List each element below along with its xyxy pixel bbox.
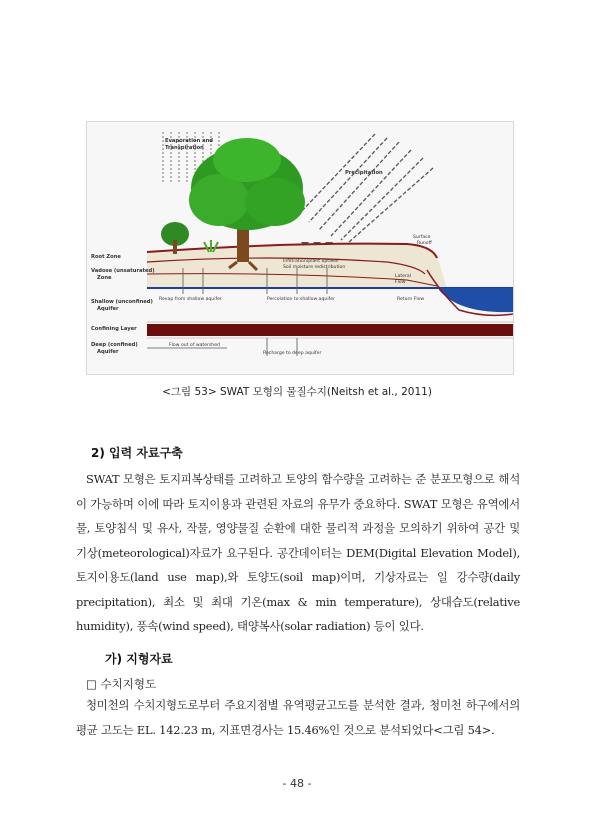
label-surface-runoff-1: Surface	[413, 235, 431, 240]
label-shallow-1: Shallow (unconfined)	[91, 299, 153, 305]
label-lateral-flow-1: Lateral	[395, 274, 411, 279]
subsection-heading: 가) 지형자료	[105, 652, 173, 666]
label-confining: Confining Layer	[91, 326, 137, 332]
paragraph-topography: 청미천의 수치지형도로부터 주요지점별 유역평균고도를 분석한 결과, 청미천 하구에서의 평균 고도는 EL. 142.23 m, 지표면경사는 15.46%인 것으로 분석되었다<그림 54>.	[76, 698, 520, 737]
label-revap: Revap from shallow aquifer	[159, 297, 222, 302]
label-precipitation: Precipitation	[345, 170, 383, 176]
label-vadose-1: Vadose (unsaturated)	[91, 268, 155, 274]
label-shallow-2: Aquifer	[97, 306, 119, 312]
label-evaporation: Evaporation and	[165, 138, 213, 144]
section-heading: 2) 입력 자료구축	[91, 446, 183, 460]
page-number: - 48 -	[282, 777, 312, 790]
label-root-zone: Root Zone	[91, 254, 121, 260]
figure-caption: <그림 53> SWAT 모형의 물질수지(Neitsh et al., 2011)	[162, 386, 432, 398]
label-percolation: Percolation to shallow aquifer	[267, 297, 335, 302]
label-infiltration-1: Infiltration/plant uptake/	[283, 259, 339, 264]
label-infiltration-2: Soil moisture redistribution	[283, 265, 346, 270]
label-surface-runoff-2: Runoff	[417, 241, 432, 246]
label-deep-2: Aquifer	[97, 349, 119, 355]
paragraph-input-data: SWAT 모형은 토지피복상태를 고려하고 토양의 함수량을 고려하는 준 분포모형으로 해석이 가능하며 이에 따라 토지이용과 관련된 자료의 유무가 중요하다. SWAT 모형은 유역에서 물, 토양침식 및 유사, 작물, 영양물질 순환에 대한 물리적 과정을 모의하기 위하여 공간 및 기상(meteorological)자료가 요구된다. 공간데이터는 DEM(Digital Elevation Model), 토지이용도(land use map),와 토양도(soil map)이며, 기상자료는 일 강수량(daily precipitation), 최소 및 최대 기온(max & min temperature), 상대습도(relative humidity), 풍속(wind speed), 태양복사(solar radiation) 등이 있다.	[76, 472, 520, 633]
label-flow-out: Flow out of watershed	[169, 343, 220, 348]
label-recharge: Recharge to deep aquifer	[263, 351, 322, 356]
label-transpiration: Transpiration	[165, 145, 204, 151]
label-return-flow: Return Flow	[397, 297, 425, 302]
checkbox-item-topographic-map: □ 수치지형도	[86, 677, 157, 691]
label-vadose-2: Zone	[97, 275, 112, 281]
label-deep-1: Deep (confined)	[91, 342, 138, 348]
label-lateral-flow-2: Flow	[395, 280, 406, 285]
swat-water-balance-figure	[86, 121, 514, 375]
